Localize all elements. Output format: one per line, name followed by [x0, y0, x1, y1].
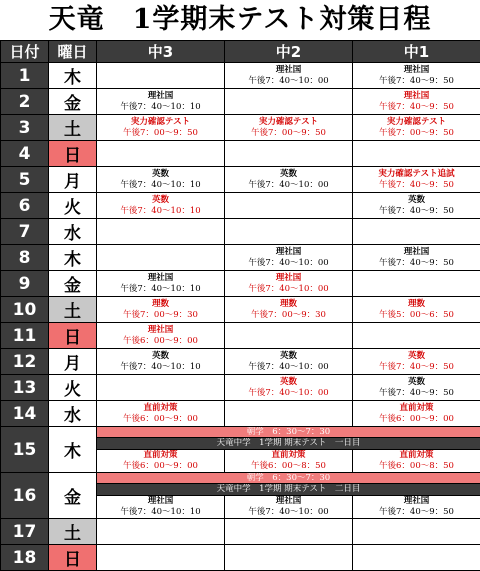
schedule-cell-c2	[225, 167, 353, 193]
class-subject: 理社国	[353, 65, 480, 76]
exam-banner: 天竜中学 1学期 期末テスト 一日目	[97, 438, 480, 450]
schedule-cell-c1	[353, 219, 480, 245]
class-subject: 実力確認テスト	[353, 117, 480, 128]
schedule-cell-c2	[225, 545, 353, 571]
table-row	[1, 271, 480, 297]
class-time: 午後7：40〜10：00	[225, 76, 352, 87]
schedule-cell-c2	[225, 297, 353, 323]
schedule-cell-c3	[97, 519, 225, 545]
class-subject: 英数	[225, 377, 352, 388]
class-time: 午後5：00〜6：50	[353, 310, 480, 321]
weekday-cell: 木	[49, 63, 97, 89]
weekday-cell: 月	[49, 167, 97, 193]
schedule-cell-c1	[353, 323, 480, 349]
table-row	[1, 375, 480, 401]
schedule-cell-c2	[225, 193, 353, 219]
header-grade1: 中1	[353, 41, 480, 63]
class-subject: 直前対策	[225, 450, 352, 461]
date-cell: 18	[1, 545, 49, 571]
class-subject: 英数	[97, 351, 224, 362]
class-subject: 理社国	[225, 247, 352, 258]
morning-study-band: 朝学 6：30〜7：30	[97, 427, 480, 438]
schedule-cell-c1	[353, 193, 480, 219]
class-subject: 英数	[353, 351, 480, 362]
schedule-cell-c2	[225, 89, 353, 115]
weekday-cell: 土	[49, 115, 97, 141]
class-subject: 直前対策	[353, 450, 480, 461]
weekday-cell: 木	[49, 245, 97, 271]
date-cell: 6	[1, 193, 49, 219]
class-time: 午後7：40〜10：10	[97, 362, 224, 373]
schedule-cell-c1	[353, 450, 480, 473]
class-time: 午後7：40〜10：10	[97, 206, 224, 217]
class-time: 午後7：40〜10：00	[225, 284, 352, 295]
table-row	[1, 245, 480, 271]
schedule-cell-c1	[353, 115, 480, 141]
schedule-cell-c3	[97, 349, 225, 375]
schedule-cell-c3	[97, 167, 225, 193]
schedule-cell-c3	[97, 245, 225, 271]
weekday-cell: 金	[49, 473, 97, 519]
weekday-cell: 日	[49, 323, 97, 349]
schedule-cell-c3	[97, 401, 225, 427]
schedule-cell-c1	[353, 89, 480, 115]
date-cell: 15	[1, 427, 49, 473]
class-subject: 実力確認テスト追試	[353, 169, 480, 180]
header-date: 日付	[1, 41, 49, 63]
schedule-cell-c3	[97, 193, 225, 219]
class-time: 午後7：00〜9：30	[225, 310, 352, 321]
schedule-cell-c1	[353, 271, 480, 297]
table-row	[1, 193, 480, 219]
exam-banner: 天竜中学 1学期 期末テスト 二日目	[97, 484, 480, 496]
schedule-cell-c2	[225, 323, 353, 349]
weekday-cell: 日	[49, 545, 97, 571]
class-subject: 理社国	[353, 247, 480, 258]
date-cell: 8	[1, 245, 49, 271]
schedule-cell-c1	[353, 141, 480, 167]
header-grade2: 中2	[225, 41, 353, 63]
table-row	[1, 167, 480, 193]
weekday-cell: 水	[49, 219, 97, 245]
class-time: 午後7：00〜9：50	[353, 128, 480, 139]
schedule-cell-c2	[225, 245, 353, 271]
class-subject: 理数	[97, 299, 224, 310]
schedule-cell-c1	[353, 401, 480, 427]
class-time: 午後7：40〜9：50	[353, 206, 480, 217]
class-subject: 英数	[225, 169, 352, 180]
schedule-cell-c3	[97, 375, 225, 401]
class-time: 午後7：40〜10：00	[225, 362, 352, 373]
exam-morning-row	[1, 473, 480, 484]
class-time: 午後7：40〜10：00	[225, 180, 352, 191]
date-cell: 16	[1, 473, 49, 519]
class-subject: 理数	[353, 299, 480, 310]
schedule-cell-c2	[225, 401, 353, 427]
page-title: 天竜 1学期末テスト対策日程	[0, 0, 480, 40]
class-time: 午後7：40〜10：10	[97, 180, 224, 191]
class-time: 午後7：00〜9：30	[97, 310, 224, 321]
schedule-table	[0, 40, 480, 571]
class-time: 午後7：40〜10：10	[97, 507, 224, 518]
schedule-cell-c2	[225, 519, 353, 545]
date-cell: 14	[1, 401, 49, 427]
class-time: 午後7：40〜9：50	[353, 388, 480, 399]
class-time: 午後6：00〜9：00	[97, 461, 224, 472]
date-cell: 10	[1, 297, 49, 323]
schedule-cell-c2	[225, 141, 353, 167]
schedule-cell-c2	[225, 349, 353, 375]
date-cell: 17	[1, 519, 49, 545]
class-subject: 直前対策	[97, 403, 224, 414]
weekday-cell: 木	[49, 427, 97, 473]
schedule-cell-c2	[225, 219, 353, 245]
date-cell: 13	[1, 375, 49, 401]
schedule-cell-c2	[225, 450, 353, 473]
schedule-cell-c1	[353, 545, 480, 571]
weekday-cell: 土	[49, 297, 97, 323]
header-dow: 曜日	[49, 41, 97, 63]
class-subject: 理社国	[225, 496, 352, 507]
table-row	[1, 89, 480, 115]
class-time: 午後7：40〜10：00	[225, 507, 352, 518]
class-subject: 直前対策	[353, 403, 480, 414]
morning-study-band: 朝学 6：30〜7：30	[97, 473, 480, 484]
weekday-cell: 金	[49, 271, 97, 297]
schedule-cell-c3	[97, 496, 225, 519]
class-time: 午後7：40〜9：50	[353, 258, 480, 269]
date-cell: 3	[1, 115, 49, 141]
table-row	[1, 63, 480, 89]
table-row	[1, 323, 480, 349]
date-cell: 1	[1, 63, 49, 89]
schedule-cell-c3	[97, 219, 225, 245]
class-subject: 理社国	[353, 91, 480, 102]
class-subject: 英数	[97, 169, 224, 180]
schedule-cell-c3	[97, 271, 225, 297]
date-cell: 9	[1, 271, 49, 297]
class-time: 午後7：40〜9：50	[353, 362, 480, 373]
class-time: 午後7：00〜9：50	[97, 128, 224, 139]
exam-morning-row	[1, 427, 480, 438]
class-time: 午後6：00〜8：50	[353, 461, 480, 472]
class-subject: 理社国	[225, 65, 352, 76]
schedule-cell-c3	[97, 323, 225, 349]
schedule-cell-c3	[97, 115, 225, 141]
schedule-cell-c2	[225, 63, 353, 89]
class-time: 午後6：00〜9：00	[97, 414, 224, 425]
class-time: 午後6：00〜8：50	[225, 461, 352, 472]
header-grade3: 中3	[97, 41, 225, 63]
schedule-cell-c1	[353, 349, 480, 375]
date-cell: 12	[1, 349, 49, 375]
class-time: 午後6：00〜9：00	[353, 414, 480, 425]
date-cell: 2	[1, 89, 49, 115]
class-subject: 理社国	[97, 496, 224, 507]
class-subject: 理社国	[353, 496, 480, 507]
class-subject: 実力確認テスト	[225, 117, 352, 128]
class-subject: 英数	[353, 377, 480, 388]
schedule-cell-c2	[225, 271, 353, 297]
table-row	[1, 297, 480, 323]
schedule-cell-c1	[353, 496, 480, 519]
class-time: 午後7：40〜9：50	[353, 102, 480, 113]
schedule-cell-c2	[225, 115, 353, 141]
header-row	[1, 41, 480, 63]
class-time: 午後7：40〜9：50	[353, 180, 480, 191]
schedule-cell-c1	[353, 375, 480, 401]
schedule-cell-c1	[353, 167, 480, 193]
class-time: 午後7：40〜10：00	[225, 258, 352, 269]
class-time: 午後7：40〜9：50	[353, 76, 480, 87]
schedule-cell-c3	[97, 89, 225, 115]
class-subject: 理社国	[97, 91, 224, 102]
schedule-cell-c1	[353, 63, 480, 89]
class-subject: 直前対策	[97, 450, 224, 461]
class-time: 午後7：40〜9：50	[353, 507, 480, 518]
schedule-cell-c3	[97, 141, 225, 167]
schedule-cell-c3	[97, 450, 225, 473]
class-subject: 英数	[97, 195, 224, 206]
weekday-cell: 月	[49, 349, 97, 375]
schedule-cell-c2	[225, 375, 353, 401]
weekday-cell: 水	[49, 401, 97, 427]
weekday-cell: 日	[49, 141, 97, 167]
weekday-cell: 土	[49, 519, 97, 545]
class-subject: 理社国	[97, 325, 224, 336]
date-cell: 5	[1, 167, 49, 193]
class-time: 午後7：40〜10：10	[97, 284, 224, 295]
table-row	[1, 141, 480, 167]
class-subject: 英数	[353, 195, 480, 206]
schedule-cell-c1	[353, 519, 480, 545]
schedule-cell-c3	[97, 545, 225, 571]
schedule-cell-c3	[97, 297, 225, 323]
date-cell: 7	[1, 219, 49, 245]
class-subject: 実力確認テスト	[97, 117, 224, 128]
schedule-cell-c1	[353, 245, 480, 271]
weekday-cell: 金	[49, 89, 97, 115]
class-subject: 理社国	[97, 273, 224, 284]
class-time: 午後7：40〜10：00	[225, 388, 352, 399]
table-row	[1, 115, 480, 141]
class-subject: 英数	[225, 351, 352, 362]
weekday-cell: 火	[49, 193, 97, 219]
date-cell: 11	[1, 323, 49, 349]
class-time: 午後7：00〜9：50	[225, 128, 352, 139]
schedule-cell-c1	[353, 297, 480, 323]
class-time: 午後7：40〜10：10	[97, 102, 224, 113]
class-subject: 理社国	[225, 273, 352, 284]
schedule-cell-c3	[97, 63, 225, 89]
date-cell: 4	[1, 141, 49, 167]
class-subject: 理数	[225, 299, 352, 310]
table-row	[1, 519, 480, 545]
schedule-cell-c2	[225, 496, 353, 519]
weekday-cell: 火	[49, 375, 97, 401]
class-time: 午後6：00〜9：00	[97, 336, 224, 347]
table-row	[1, 401, 480, 427]
table-row	[1, 349, 480, 375]
table-row	[1, 219, 480, 245]
table-row	[1, 545, 480, 571]
